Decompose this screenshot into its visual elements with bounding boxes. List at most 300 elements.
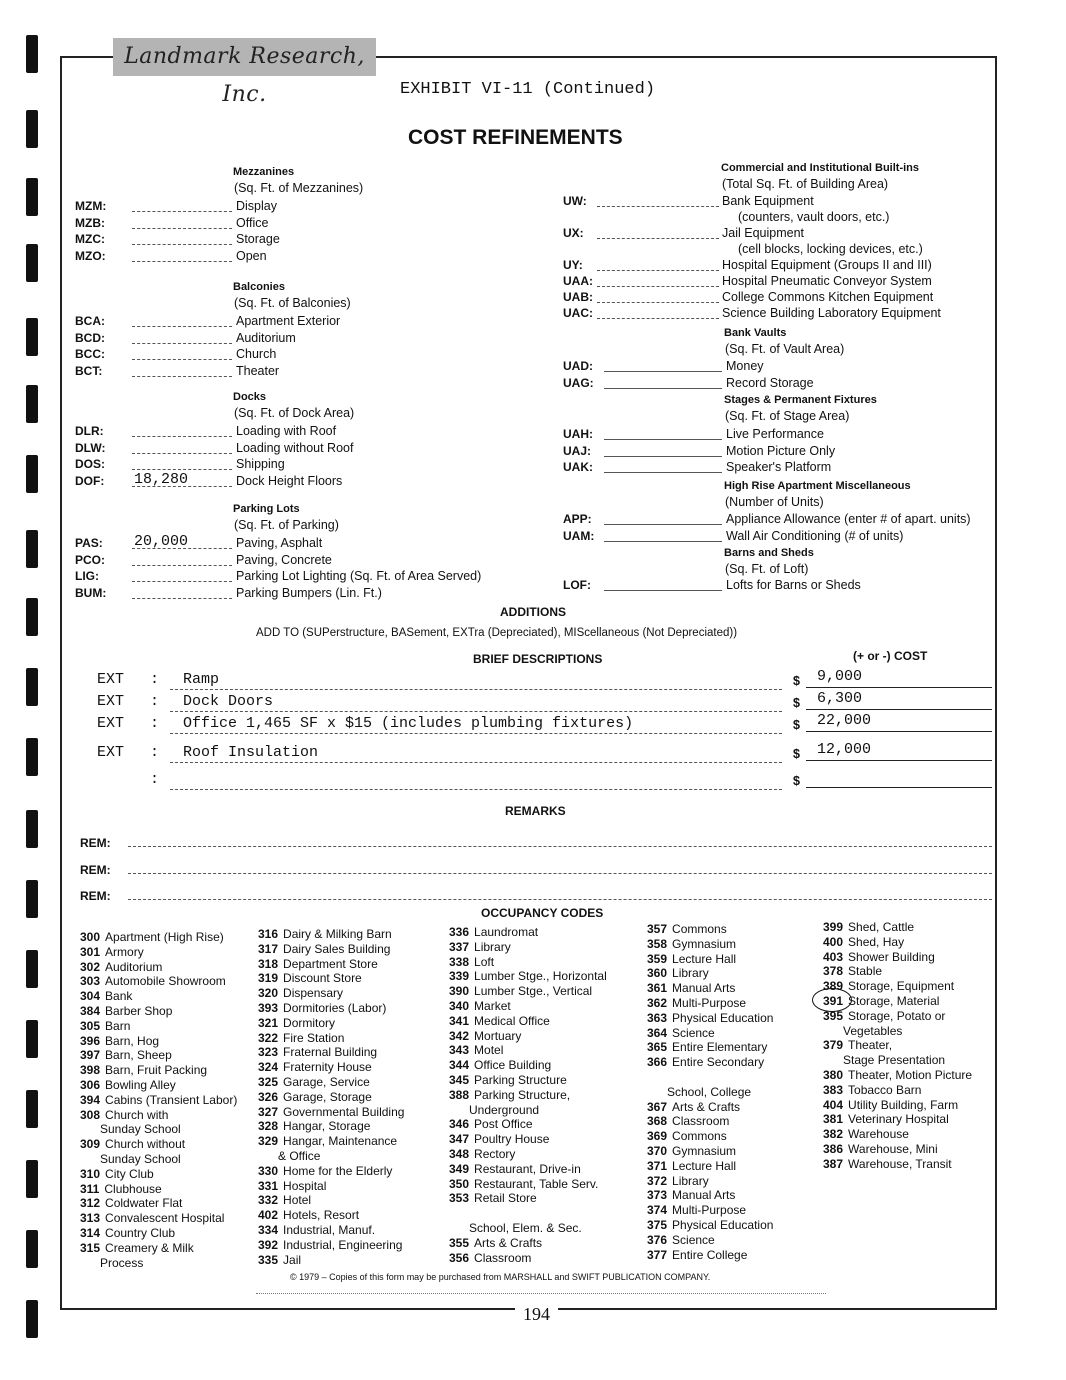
occupancy-code-name: Garage, Service	[283, 1075, 370, 1089]
occupancy-code-name: Bank	[105, 989, 133, 1004]
field-code: PAS:	[75, 536, 103, 550]
occupancy-code-item	[258, 957, 378, 972]
occupancy-code-name: Dairy Sales Building	[283, 941, 391, 956]
field-code: BCA:	[75, 314, 105, 328]
occupancy-code-item	[258, 1253, 301, 1268]
occupancy-code-name: Department Store	[283, 956, 378, 971]
occupancy-code-item	[449, 1058, 551, 1073]
occupancy-code-number: 366	[647, 1055, 668, 1070]
colon: :	[150, 671, 160, 688]
fill-line	[597, 270, 719, 271]
occupancy-code-name: Automobile Showroom	[105, 974, 226, 989]
occupancy-code-item	[823, 1009, 945, 1024]
addition-cost: 12,000	[817, 741, 872, 758]
colon: :	[150, 715, 160, 732]
occupancy-code-number: 300	[80, 930, 101, 944]
occupancy-code-item	[449, 969, 607, 984]
occupancy-code-name: Barn, Sheep	[105, 1048, 172, 1063]
field-code: DLW:	[75, 440, 106, 455]
fill-line	[132, 453, 232, 454]
occupancy-code-item	[449, 984, 592, 999]
occupancy-code-item	[80, 1211, 224, 1226]
occupancy-code-item	[823, 1053, 945, 1068]
occupancy-code-item	[449, 1043, 503, 1058]
occupancy-code-name: Restaurant, Table Serv.	[474, 1176, 599, 1191]
occupancy-code-item	[647, 1248, 747, 1263]
remark-label: REM:	[80, 862, 111, 877]
occupancy-code-item	[258, 1090, 372, 1105]
occupancy-code-name: Poultry House	[474, 1132, 550, 1147]
section-subheading: (Total Sq. Ft. of Building Area)	[722, 177, 889, 191]
binder-mark	[26, 1020, 38, 1058]
occupancy-code-number: 325	[258, 1075, 279, 1089]
occupancy-code-name: Entire Secondary	[672, 1055, 765, 1070]
occupancy-code-item	[258, 1045, 377, 1060]
field-code: UAG:	[563, 375, 594, 390]
occupancy-code-number: 350	[449, 1176, 470, 1191]
occupancy-code-number: 377	[647, 1247, 668, 1262]
occupancy-code-item	[258, 927, 392, 942]
occupancy-code-name: Gymnasium	[672, 1144, 737, 1158]
fill-line	[604, 524, 722, 525]
occupancy-code-name: Shed, Cattle	[848, 920, 915, 934]
occupancy-code-item	[823, 1127, 909, 1142]
field-code: UAM:	[563, 528, 595, 543]
occupancy-code-item	[647, 1233, 715, 1248]
occupancy-code-name: Dormitory	[283, 1015, 336, 1030]
field-label: Lofts for Barns or Sheds	[726, 578, 861, 592]
occupancy-code-name: Shower Building	[848, 949, 935, 964]
addition-description: Ramp	[183, 671, 220, 688]
occupancy-code-item	[449, 1014, 550, 1029]
occupancy-code-number: 379	[823, 1038, 844, 1053]
occupancy-code-name: Sunday School	[100, 1122, 181, 1137]
addition-code: EXT	[97, 693, 125, 710]
occupancy-code-item	[647, 1070, 667, 1085]
occupancy-code-name: Hotel	[283, 1193, 312, 1208]
section-heading: Parking Lots	[233, 503, 300, 515]
occupancy-code-number: 363	[647, 1010, 668, 1025]
occupancy-code-number: 360	[647, 966, 668, 981]
fill-line	[132, 326, 232, 327]
section-subheading: (Sq. Ft. of Mezzanines)	[234, 181, 364, 195]
occupancy-code-item	[449, 1088, 570, 1103]
field-label: Open	[236, 248, 267, 263]
occupancy-code-number: 347	[449, 1132, 470, 1147]
occupancy-code-item	[823, 1157, 952, 1172]
occupancy-code-name: Hotels, Resort	[283, 1208, 360, 1223]
occupancy-code-name: Process	[100, 1255, 144, 1270]
occupancy-code-number: 336	[449, 925, 470, 939]
fill-line	[132, 565, 232, 566]
occupancy-code-number: 392	[258, 1237, 279, 1252]
occupancy-code-name: Classroom	[672, 1114, 730, 1129]
field-label: Dock Height Floors	[236, 473, 343, 488]
occupancy-code-number: 373	[647, 1188, 668, 1203]
field-code: DOS:	[75, 457, 105, 471]
occupancy-code-name: Barn	[105, 1018, 131, 1033]
occupancy-code-name: Cabins (Transient Labor)	[105, 1092, 238, 1107]
field-code: LOF:	[563, 578, 591, 592]
fill-line	[604, 371, 722, 372]
occupancy-code-name: Fraternal Building	[283, 1045, 378, 1060]
binder-mark	[26, 35, 38, 73]
section-subheading: (Sq. Ft. of Loft)	[725, 562, 809, 576]
binder-mark	[26, 950, 38, 988]
field-code: LIG:	[75, 569, 99, 583]
occupancy-code-number: 308	[80, 1107, 101, 1122]
occupancy-code-name: Laundromat	[474, 925, 539, 939]
binder-mark	[26, 530, 38, 568]
occupancy-code-number: 403	[823, 949, 844, 964]
occupancy-code-name: Entire College	[672, 1247, 748, 1262]
field-label: Theater	[236, 363, 280, 378]
fill-line	[604, 388, 722, 389]
field-label: Wall Air Conditioning (# of units)	[726, 528, 904, 543]
occupancy-code-item	[449, 1251, 531, 1266]
section-heading: Barns and Sheds	[724, 547, 814, 559]
occupancy-code-number: 330	[258, 1163, 279, 1178]
binder-mark	[26, 880, 38, 918]
occupancy-code-item	[647, 1188, 735, 1203]
occupancy-code-item	[258, 1193, 311, 1208]
section-subheading: (Sq. Ft. of Vault Area)	[725, 342, 845, 356]
addition-code: EXT	[97, 715, 125, 732]
occupancy-code-name: Library	[474, 939, 511, 954]
occupancy-code-name: Medical Office	[474, 1013, 550, 1028]
binder-mark	[26, 668, 38, 706]
occupancy-code-name: Commons	[672, 1129, 727, 1144]
cost-line	[806, 731, 992, 732]
occupancy-code-item	[80, 960, 162, 975]
occupancy-code-item	[647, 1144, 736, 1159]
addition-cost: 22,000	[817, 712, 872, 729]
section-heading: Commercial and Institutional Built-ins	[721, 162, 920, 174]
occupancy-code-item	[823, 1142, 938, 1157]
occupancy-code-name: Loft	[474, 954, 495, 969]
field-label: Loading without Roof	[236, 440, 354, 455]
occupancy-code-number: 355	[449, 1235, 470, 1250]
occupancy-code-name: Warehouse, Transit	[848, 1156, 952, 1171]
occupancy-code-number: 396	[80, 1033, 101, 1048]
fill-line	[604, 590, 722, 591]
cost-heading: (+ or -) COST	[853, 649, 928, 663]
occupancy-code-name: Storage, Potato or	[848, 1008, 946, 1023]
field-label: Bank Equipment	[722, 194, 814, 208]
occupancy-code-number: 323	[258, 1045, 279, 1060]
addition-description: Office 1,465 SF x $15 (includes plumbing fixtures)	[183, 715, 634, 732]
occupancy-code-item	[449, 1236, 542, 1251]
occupancy-code-number: 311	[80, 1181, 100, 1196]
field-label: Hospital Pneumatic Conveyor System	[722, 274, 932, 288]
occupancy-code-number: 321	[258, 1015, 279, 1030]
dollar-sign: $	[793, 774, 800, 788]
fill-line	[597, 286, 719, 287]
occupancy-code-name: Stable	[848, 964, 883, 979]
page-number: 194	[515, 1303, 558, 1325]
occupancy-code-name: Entire Elementary	[672, 1040, 768, 1055]
occupancy-code-number: 358	[647, 936, 668, 951]
occupancy-code-number: 374	[647, 1203, 668, 1218]
occupancy-code-item	[449, 1103, 539, 1118]
occupancy-code-name: Vegetables	[843, 1023, 903, 1038]
field-value: 18,280	[134, 470, 189, 488]
fill-line	[132, 228, 232, 229]
occupancy-code-name: Theater,	[848, 1038, 893, 1053]
occupancy-code-item	[823, 1112, 949, 1127]
occupancy-code-item	[80, 1152, 181, 1167]
occupancy-code-name: Multi-Purpose	[672, 1203, 747, 1218]
occupancy-code-number: 320	[258, 986, 279, 1001]
occupancy-code-item	[449, 1132, 549, 1147]
section-subheading: (Number of Units)	[725, 495, 824, 509]
binder-mark	[26, 110, 38, 148]
field-label: Motion Picture Only	[726, 443, 836, 458]
occupancy-code-item	[80, 1182, 162, 1197]
occupancy-code-number: 383	[823, 1082, 844, 1097]
occupancy-code-number: 314	[80, 1226, 101, 1240]
occupancy-code-name: Parking Structure	[474, 1073, 567, 1087]
occupancy-code-number: 398	[80, 1063, 101, 1078]
occupancy-code-item	[258, 1105, 404, 1120]
section-heading: Balconies	[233, 281, 285, 293]
occupancy-code-item	[449, 1117, 533, 1132]
occupancy-code-name: Dormitories (Labor)	[283, 1001, 387, 1015]
addition-cost: 9,000	[817, 668, 863, 685]
occupancy-code-number: 386	[823, 1142, 844, 1156]
addition-code: EXT	[97, 744, 125, 761]
occupancy-code-name: Sunday School	[100, 1152, 181, 1166]
occupancy-code-number: 394	[80, 1092, 101, 1107]
occupancy-code-item	[449, 1221, 582, 1236]
section-heading: Mezzanines	[233, 166, 295, 178]
occupancy-code-item	[647, 1218, 773, 1233]
field-label: Loading with Roof	[236, 424, 337, 438]
occupancy-code-item	[258, 1179, 326, 1194]
occupancy-code-name: Motel	[474, 1043, 504, 1058]
occupancy-code-name: Physical Education	[672, 1010, 774, 1025]
occupancy-code-number: 340	[449, 999, 470, 1013]
dollar-sign: $	[793, 696, 800, 710]
occupancy-code-number: 306	[80, 1078, 101, 1092]
field-label: Jail Equipment	[722, 226, 804, 240]
occupancy-code-number: 361	[647, 981, 668, 996]
occupancy-code-number: 367	[647, 1099, 668, 1114]
occupancy-code-number: 344	[449, 1058, 470, 1073]
occupancy-code-item	[647, 1129, 727, 1144]
occupancy-code-name: Discount Store	[283, 971, 362, 986]
occupancy-code-number: 331	[258, 1178, 279, 1193]
occupancy-code-name: Fire Station	[283, 1030, 345, 1045]
add-to-instructions: ADD TO (SUPerstructure, BASement, EXTra (Depreciated), MIScellaneous (Not Depreciated))	[256, 627, 738, 639]
occupancy-code-item	[80, 1048, 172, 1063]
addition-cost: 6,300	[817, 690, 863, 707]
occupancy-code-name: Armory	[105, 944, 144, 959]
remark-label: REM:	[80, 836, 111, 850]
company-logo: Landmark Research, Inc.	[113, 38, 376, 76]
occupancy-code-number: 317	[258, 941, 279, 956]
occupancy-code-item	[449, 1206, 469, 1221]
occupancy-code-name: Convalescent Hospital	[105, 1211, 225, 1226]
occupancy-code-item	[449, 955, 494, 970]
occupancy-code-item	[258, 1001, 386, 1016]
field-code: UAA:	[563, 274, 593, 288]
occupancy-code-name: Library	[672, 1173, 709, 1188]
field-label: Display	[236, 199, 277, 213]
occupancy-code-item	[823, 935, 904, 950]
occupancy-code-item	[80, 1078, 176, 1093]
occupancy-code-number: 356	[449, 1250, 470, 1265]
binder-mark	[26, 178, 38, 216]
occupancy-code-name: & Office	[278, 1149, 321, 1163]
occupancy-code-item	[258, 942, 390, 957]
occupancy-code-item	[80, 930, 224, 945]
fill-line	[132, 469, 232, 470]
occupancy-code-number: 380	[823, 1068, 844, 1082]
occupancy-code-name: Science	[672, 1025, 715, 1040]
occupancy-code-number: 319	[258, 971, 279, 986]
occupancy-code-number: 302	[80, 959, 101, 974]
occupancy-code-number: 324	[258, 1060, 279, 1075]
fill-line	[604, 439, 722, 440]
binder-mark	[26, 385, 38, 423]
occupancy-code-item	[80, 1093, 237, 1108]
occupancy-code-item	[647, 1026, 715, 1041]
occupancy-code-name: Coldwater Flat	[105, 1196, 183, 1211]
occupancy-code-item	[647, 952, 736, 967]
occupancy-code-number: 378	[823, 964, 844, 979]
occupancy-code-name: Multi-Purpose	[672, 996, 747, 1010]
occupancy-code-name: Manual Arts	[672, 1188, 736, 1203]
occupancy-code-item	[449, 1073, 567, 1088]
remark-line	[128, 873, 992, 874]
section-subheading: (Sq. Ft. of Parking)	[234, 518, 339, 532]
binder-mark	[26, 1160, 38, 1198]
fill-line	[132, 376, 232, 377]
occupancy-code-item	[823, 920, 914, 935]
remarks-heading: REMARKS	[505, 804, 566, 818]
binder-mark	[26, 738, 38, 776]
occupancy-code-name: Mortuary	[474, 1028, 522, 1043]
occupancy-code-number: 372	[647, 1173, 668, 1188]
fill-line	[170, 733, 782, 734]
occupancy-code-number: 359	[647, 951, 668, 966]
occupancy-code-item	[647, 922, 727, 937]
addition-description: Roof Insulation	[183, 744, 319, 761]
occupancy-code-number: 400	[823, 934, 844, 949]
field-label: Science Building Laboratory Equipment	[722, 306, 941, 320]
occupancy-code-name: Church without	[105, 1137, 186, 1152]
occupancy-code-number: 382	[823, 1127, 844, 1142]
remark-label: REM:	[80, 889, 111, 903]
occupancy-code-number: 342	[449, 1028, 470, 1043]
occupancy-code-item	[258, 971, 362, 986]
field-code: DLR:	[75, 424, 104, 438]
field-label: Parking Lot Lighting (Sq. Ft. of Area Served)	[236, 569, 482, 583]
occupancy-code-item	[80, 1241, 194, 1256]
occupancy-code-name: Arts & Crafts	[474, 1235, 543, 1250]
occupancy-code-number: 389	[823, 979, 844, 994]
occupancy-code-item	[80, 1004, 172, 1019]
occupancy-code-number: 328	[258, 1119, 279, 1134]
fill-line	[597, 238, 719, 239]
field-code: UAB:	[563, 290, 593, 304]
occupancy-code-name: Retail Store	[474, 1191, 537, 1206]
field-value: 20,000	[134, 533, 189, 550]
occupancy-code-number: 390	[449, 984, 470, 999]
fill-line	[132, 598, 232, 599]
occupancy-code-name: Hangar, Maintenance	[283, 1134, 398, 1149]
occupancy-code-number: 357	[647, 922, 668, 936]
section-heading: Stages & Permanent Fixtures	[724, 394, 877, 406]
colon: :	[150, 693, 160, 710]
occupancy-code-number: 346	[449, 1117, 470, 1132]
occupancy-code-item	[80, 1137, 185, 1152]
field-code: UX:	[563, 226, 584, 240]
occupancy-code-name: Gymnasium	[672, 936, 737, 951]
field-code: MZO:	[75, 248, 106, 263]
occupancy-code-item	[258, 1119, 370, 1134]
occupancy-code-item	[80, 1196, 182, 1211]
binder-mark	[26, 810, 38, 848]
occupancy-code-item	[258, 1208, 359, 1223]
occupancy-code-item	[647, 996, 746, 1011]
occupancy-code-item	[80, 989, 132, 1004]
binder-mark	[26, 598, 38, 636]
occupancy-code-name: Creamery & Milk	[105, 1240, 194, 1255]
cost-line	[806, 787, 992, 788]
occupancy-code-item	[449, 1177, 598, 1192]
occupancy-code-number: 404	[823, 1097, 844, 1112]
occupancy-code-name: Library	[672, 966, 709, 981]
occupancy-code-name: Dairy & Milking Barn	[283, 927, 392, 941]
occupancy-code-number: 349	[449, 1161, 470, 1176]
occupancy-code-item	[449, 1147, 515, 1162]
occupancy-code-item	[258, 1238, 402, 1253]
occupancy-code-number: 310	[80, 1166, 101, 1181]
occupancy-code-name: Jail	[283, 1252, 302, 1267]
occupancy-code-item	[647, 1011, 773, 1026]
field-code: MZC:	[75, 232, 105, 246]
occupancy-code-number: 309	[80, 1137, 101, 1152]
occupancy-code-number: 339	[449, 969, 470, 984]
field-code: MZM:	[75, 199, 107, 213]
occupancy-code-item	[647, 981, 735, 996]
occupancy-code-number: 402	[258, 1208, 279, 1223]
occupancy-code-name: Lumber Stge., Vertical	[474, 984, 593, 999]
occupancy-code-item	[449, 999, 511, 1014]
occupancy-code-number: 371	[647, 1158, 668, 1173]
occupancy-code-item	[258, 986, 343, 1001]
section-subheading: (Sq. Ft. of Dock Area)	[234, 406, 355, 420]
occupancy-code-item	[449, 1029, 521, 1044]
binder-mark	[26, 318, 38, 356]
occupancy-code-item	[80, 1108, 168, 1123]
occupancy-code-name: Underground	[469, 1102, 540, 1117]
field-label: Parking Bumpers (Lin. Ft.)	[236, 585, 382, 600]
occupancy-code-number: 312	[80, 1196, 101, 1211]
addition-description: Dock Doors	[183, 693, 274, 710]
section-subheading: (Sq. Ft. of Balconies)	[234, 296, 351, 310]
additions-heading: ADDITIONS	[500, 605, 566, 619]
occupancy-code-name: Warehouse	[848, 1127, 909, 1142]
fill-line	[170, 711, 782, 712]
field-code: UW:	[563, 194, 587, 208]
occupancy-code-item	[647, 1040, 767, 1055]
occupancy-code-item	[647, 966, 709, 981]
field-label: Speaker's Platform	[726, 460, 832, 474]
occupancy-code-item	[449, 925, 538, 940]
